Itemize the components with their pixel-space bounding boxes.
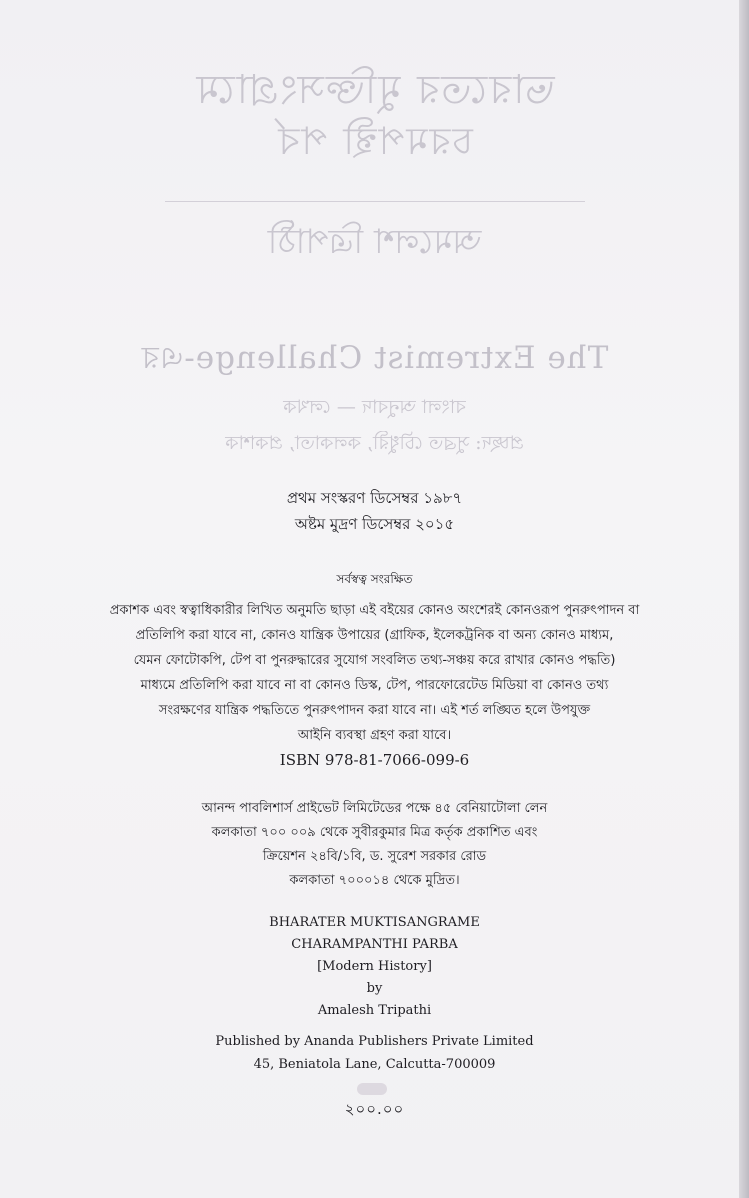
- legal-line: সংরক্ষণের যান্ত্রিক পদ্ধতিতে পুনরুৎপাদন করা যাবে না। এই শর্ত লঙ্ঘিত হলে উপযুক্ত: [158, 703, 591, 718]
- publisher-line: আনন্দ পাবলিশার্স প্রাইভেট লিমিটেডের পক্ষে ৪৫ বেনিয়াটোলা লেন: [201, 801, 548, 816]
- ghost-title-line1: ভারতের মুক্তিসংগ্রামে: [194, 67, 555, 113]
- rights-heading: সর্বস্বত্ব সংরক্ষিত: [336, 572, 413, 586]
- ghost-logo-mark: [357, 1083, 387, 1095]
- english-publisher-block: [0, 1030, 749, 1076]
- english-title-line2: CHARAMPANTHI PARBA: [291, 937, 458, 952]
- ghost-title-line2: চরমপন্থী পর্ব: [276, 119, 473, 163]
- price: ২০০.০০: [344, 1100, 405, 1118]
- english-publisher-line2: 45, Beniatola Lane, Calcutta-700009: [253, 1057, 496, 1072]
- ghost-divider: [165, 201, 585, 202]
- publisher-imprint: [0, 797, 749, 893]
- ghost-translation-note: বাংলা অনুবাদ — লেখক: [283, 396, 466, 418]
- english-title-line1: BHARATER MUKTISANGRAME: [269, 915, 480, 930]
- english-author: Amalesh Tripathi: [317, 1003, 432, 1018]
- english-publisher-line1: Published by Ananda Publishers Private Limited: [215, 1034, 534, 1049]
- ghost-author: অমলেশ ত্রিপাঠী: [267, 222, 482, 262]
- eighth-printing: অষ্টম মুদ্রণ ডিসেম্বর ২০১৫: [294, 515, 455, 533]
- legal-line: প্রতিলিপি করা যাবে না, কোনও যান্ত্রিক উপায়ের (গ্রাফিক, ইলেকট্রনিক বা অন্য কোনও মাধ্যম,: [135, 628, 614, 643]
- isbn: ISBN 978-81-7066-099-6: [279, 751, 470, 769]
- first-edition: প্রথম সংস্করণ ডিসেম্বর ১৯৮৭: [286, 489, 463, 507]
- english-title-block: [0, 912, 749, 1022]
- ghost-subtitle: The Extremist Challenge-এর: [140, 340, 609, 376]
- publisher-line: ক্রিয়েশন ২৪বি/১বি, ড. সুরেশ সরকার রোড: [262, 849, 487, 864]
- ghost-cover-note: প্রচ্ছদ: সুব্রত চৌধুরী, কলকাতা, প্রকাশক: [225, 432, 524, 454]
- legal-line: যেমন ফোটোকপি, টেপ বা পুনরুদ্ধারের সুযোগ সংবলিত তথ্য-সঞ্চয় করে রাখার কোনও পদ্ধতি): [133, 653, 616, 668]
- legal-line: আইনি ব্যবস্থা গ্রহণ করা যাবে।: [297, 728, 452, 743]
- legal-line: প্রকাশক এবং স্বত্বাধিকারীর লিখিত অনুমতি ছাড়া এই বইয়ের কোনও অংশেরই কোনওরূপ পুনরুৎপাদন বা: [109, 603, 640, 618]
- publisher-line: কলকাতা ৭০০ ০০৯ থেকে সুবীরকুমার মিত্র কর্তৃক প্রকাশিত এবং: [211, 825, 538, 840]
- legal-notice: [0, 598, 749, 748]
- publisher-line: কলকাতা ৭০০০১৪ থেকে মুদ্রিত।: [289, 873, 460, 888]
- english-genre: [Modern History]: [317, 959, 432, 974]
- legal-line: মাধ্যমে প্রতিলিপি করা যাবে না বা কোনও ডিস্ক, টেপ, পারফোরেটেড মিডিয়া বা কোনও তথ্য: [140, 678, 609, 693]
- english-by: by: [366, 981, 383, 996]
